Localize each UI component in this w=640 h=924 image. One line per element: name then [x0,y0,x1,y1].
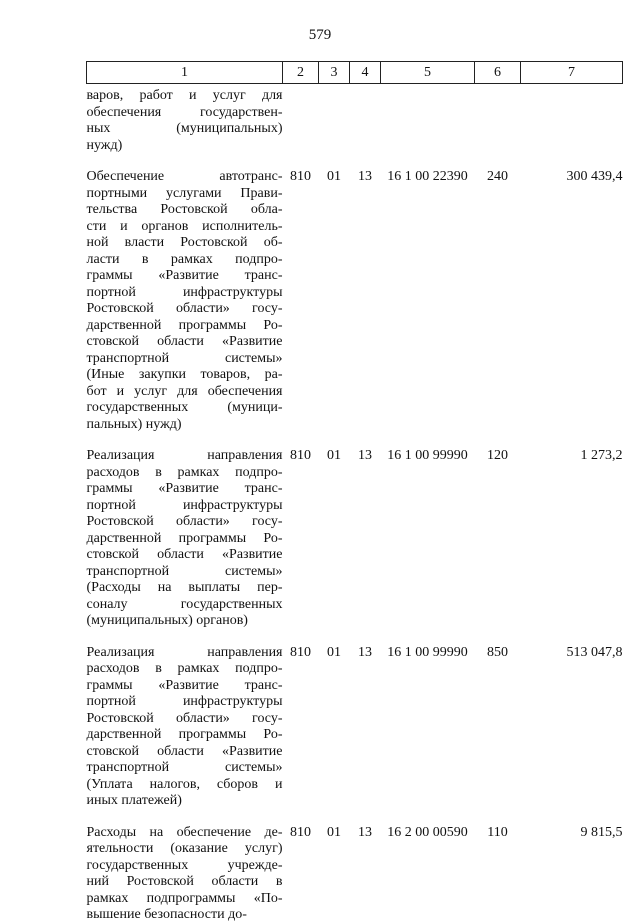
department-code-cell: 810 [290,644,311,660]
table-row [87,84,623,155]
description-cell [87,169,283,433]
table-row [87,169,623,433]
description-line: портной инфраструктуры [86,497,283,513]
row-spacer [87,630,623,645]
description-line: (Иные закупки товаров, ра- [86,367,283,382]
amount-cell: 300 439,4 [566,169,623,184]
expense-type-cell [475,84,521,155]
description-line: ных (муниципальных) [86,121,283,136]
description-line: Реализация направления [86,644,283,660]
description-line: сти и органов исполнитель- [86,218,283,234]
column-header: 1 [87,62,283,84]
description-line: ласти в рамках подпро- [86,251,283,267]
description-line: Реализация направления [86,448,283,463]
budget-table [86,61,623,924]
subsection-code-cell: 13 [358,448,372,463]
subsection-code-cell [350,84,381,155]
description-line: Ростовской области» госу- [86,301,283,316]
description-line: ятельности (оказание услуг) [86,841,283,856]
column-header: 7 [521,62,623,84]
column-header: 3 [319,62,350,84]
expense-type-cell: 120 [487,448,508,463]
description-line: расходов в рамках подпро- [86,464,283,480]
section-code-cell: 01 [327,448,341,463]
column-header: 6 [475,62,521,84]
description-line: транспортной системы» [86,760,283,775]
description-line: дарственной программы Ро- [86,530,283,546]
department-code-cell [283,84,319,155]
target-article-cell: 16 1 00 99990 [387,644,468,660]
section-code-cell: 01 [327,644,341,660]
row-spacer-cell [87,154,623,169]
section-code-cell [319,84,350,155]
table-body [87,84,623,924]
description-cell [87,645,283,810]
description-line: Ростовской области» госу- [86,514,283,529]
expense-type-cell: 240 [487,169,508,184]
description-line: стовской области «Развитие [86,334,283,349]
row-spacer-cell [87,433,623,448]
description-line: пальных) нужд) [86,416,182,432]
description-cell [87,84,283,155]
department-code-cell: 810 [290,824,311,840]
description-line: Обеспечение автотранс- [86,169,283,184]
description-line: Ростовской области» госу- [86,710,283,726]
description-line: дарственной программы Ро- [86,727,283,742]
section-code-cell: 01 [327,824,341,840]
row-spacer-cell [87,630,623,645]
table-row [87,448,623,630]
description-line: обеспечения государствен- [86,104,283,120]
description-line: соналу государственных [86,596,283,612]
description-line: ной власти Ростовской об- [86,235,283,250]
description-cell [87,825,283,924]
description-line: тельства Ростовской обла- [86,202,283,217]
description-line: рамках подпрограммы «По- [86,890,283,906]
description-line: транспортной системы» [86,350,283,366]
description-line: граммы «Развитие транс- [86,481,283,496]
table-header-row [87,62,623,84]
section-code-cell: 01 [327,169,341,184]
expense-type-cell: 110 [487,824,508,840]
target-article-cell: 16 2 00 00590 [387,824,468,840]
subsection-code-cell: 13 [358,644,372,660]
target-article-cell [381,84,475,155]
table-row [87,825,623,924]
amount-cell: 1 273,2 [580,448,623,463]
description-line: государственных (муници- [86,400,283,415]
description-line: (муниципальных) органов) [86,613,248,628]
target-article-cell: 16 1 00 99990 [387,448,468,463]
description-line: бот и услуг для обеспечения [86,383,283,399]
description-cell [87,448,283,630]
row-spacer [87,154,623,169]
subsection-code-cell: 13 [358,169,372,184]
description-line: стовской области «Развитие [86,743,283,759]
column-header: 4 [350,62,381,84]
description-line: расходов в рамках подпро- [86,661,283,676]
description-line: портной инфраструктуры [86,694,283,709]
description-line: иных платежей) [86,793,182,808]
page-number: 579 [308,27,332,43]
description-line: государственных учрежде- [86,857,283,873]
amount-cell: 9 815,5 [580,824,623,840]
description-line: ний Ростовской области в [86,874,283,889]
description-line: граммы «Развитие транс- [86,677,283,693]
table-row [87,645,623,810]
amount-cell: 513 047,8 [566,644,623,660]
description-line: портной инфраструктуры [86,284,283,300]
subsection-code-cell: 13 [358,824,372,840]
description-line: (Расходы на выплаты пер- [86,580,283,595]
department-code-cell: 810 [290,169,311,184]
description-line: варов, работ и услуг для [86,88,283,103]
expense-type-cell: 850 [487,644,508,660]
description-line: граммы «Развитие транс- [86,268,283,283]
amount-cell [521,84,623,155]
description-line: Расходы на обеспечение де- [86,824,283,840]
row-spacer [87,433,623,448]
target-article-cell: 16 1 00 22390 [387,169,468,184]
column-header: 2 [283,62,319,84]
description-line: портными услугами Прави- [86,185,283,201]
column-header: 5 [381,62,475,84]
description-line: стовской области «Развитие [86,547,283,562]
row-spacer [87,810,623,825]
description-line: транспортной системы» [86,563,283,579]
description-line: дарственной программы Ро- [86,317,283,333]
description-line: вышение безопасности до- [86,907,247,922]
description-line: нужд) [86,137,123,153]
department-code-cell: 810 [290,448,311,463]
row-spacer-cell [87,810,623,825]
description-line: (Уплата налогов, сборов и [86,776,283,792]
